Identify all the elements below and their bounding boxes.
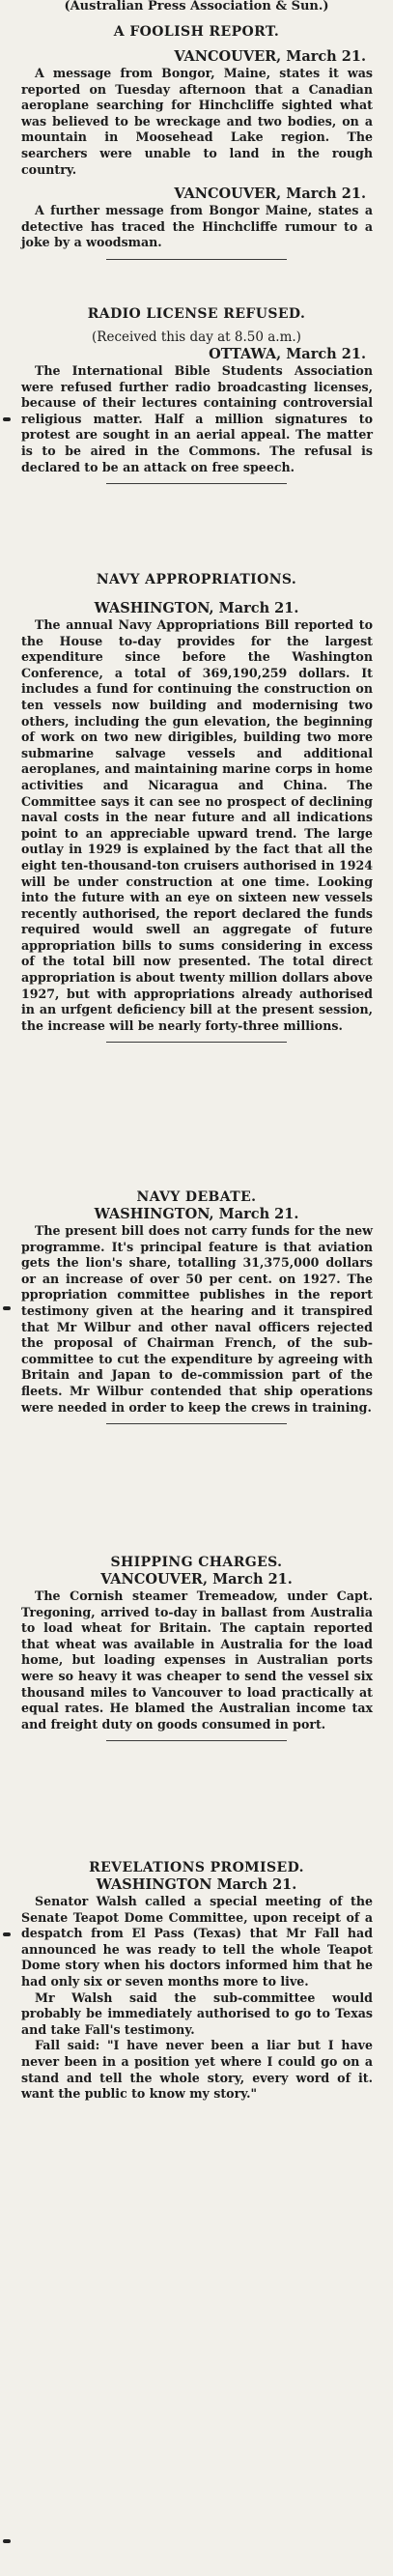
article-foolish-report	[0, 23, 393, 266]
dateline: VANCOUVER, March 21.	[174, 186, 366, 203]
dateline: WASHINGTON March 21.	[96, 1876, 297, 1893]
article-paragraph: The present bill does not carry funds for the new programme. It's principal feature is that aviation gets the lion's share, totalling 31,375,000 dollars or an increase of over 50 per cent. on 1927. The ppropriation committee publishes in the report testimony given at the hearing and it transpired that Mr Wilbur and other naval officers rejected the proposal of Chairman French, of the sub-committee to cut the expenditure by agreeing with Britain and Japan to de-commission part of the fleets. Mr Wilbur contended that ship operations were needed in order to keep the crews in training.	[21, 1223, 373, 1415]
article-paragraph: A further message from Bongor Maine, states a detective has traced the Hinchcliffe rumour to a joke by a woodsman.	[21, 203, 373, 250]
headline: REVELATIONS PROMISED.	[89, 1860, 304, 1875]
masthead: (Australian Press Association & Sun.)	[64, 0, 329, 14]
headline: A FOOLISH REPORT.	[113, 24, 280, 40]
dateline: WASHINGTON, March 21.	[94, 600, 299, 616]
article-paragraph: The Cornish steamer Tremeadow, under Capt. Tregoning, arrived to-day in ballast from Australia to load wheat for Britain. The captain reported that wheat was available in Australia for the load home, but loading expenses in Australian ports were so heavy it was cheaper to send the vessel six thousand miles to Vancouver to load practically at equal rates. He blamed the Australian income tax and freight duty on goods consumed in port.	[21, 1589, 373, 1732]
dateline: VANCOUVER, March 21.	[100, 1571, 293, 1588]
scan-mark	[3, 1932, 11, 1936]
dateline: VANCOUVER, March 21.	[174, 48, 366, 65]
article-navy-appropriations	[0, 571, 393, 1048]
headline: NAVY APPROPRIATIONS.	[96, 572, 297, 587]
scan-mark	[3, 1306, 11, 1310]
article-paragraph: A message from Bongor, Maine, states it was reported on Tuesday afternoon that a Canadian aeroplane searching for Hinchcliffe sighted what was believed to be wreckage and two bodies, on a mountain in Moosehead Lake region. The searchers were unable to land in the rough country.	[21, 66, 373, 177]
article-paragraph: Mr Walsh said the sub-committee would probably be immediately authorised to go to Texas and take Fall's testimony.	[21, 1989, 373, 2037]
section-divider	[106, 1423, 287, 1424]
section-divider	[106, 483, 287, 484]
article-paragraph: Fall said: "I have never been a liar but I have never been in a position yet where I could go on a stand and tell the whole story, every word of it. want the public to know my story."	[21, 2038, 373, 2102]
headline: SHIPPING CHARGES.	[110, 1555, 283, 1570]
scan-mark	[3, 2539, 11, 2543]
section-divider	[106, 259, 287, 260]
scan-mark	[3, 417, 11, 421]
section-divider	[106, 1740, 287, 1741]
headline: RADIO LICENSE REFUSED.	[87, 306, 306, 322]
article-navy-debate	[0, 1188, 393, 1430]
article-paragraph: The International Bible Students Association were refused further radio broadcasting licenses, because of their lectures containing controversial religious matter. Half a million signatures to protest are sought in an aerial appeal. The matter is to be aired in the Commons. The refusal is declared to be an attack on free speech.	[21, 363, 373, 474]
received-note: (Received this day at 8.50 a.m.)	[92, 329, 301, 345]
article-radio-license	[0, 305, 393, 490]
dateline: WASHINGTON, March 21.	[94, 1206, 299, 1222]
article-revelations-promised	[0, 1859, 393, 2103]
article-shipping-charges	[0, 1554, 393, 1747]
section-divider	[106, 1042, 287, 1043]
dateline: OTTAWA, March 21.	[209, 346, 366, 362]
article-paragraph: The annual Navy Appropriations Bill reported to the House to-day provides for the largest expenditure since before the Washington Conference, a total of 369,190,259 dollars. It includes a fund for continuing the construction on ten vessels now building and modernising two others, including the gun elevation, the beginning of work on two new dirigibles, building two more submarine salvage vessels and additional aeroplanes, and maintaining marine corps in home activities and Nicaragua and China. The Committee says it can see no prospect of declining naval costs in the near future and all indications point to an appreciable upward trend. The large outlay in 1929 is explained by the fact that all the eight ten-thousand-ton cruisers authorised in 1924 will be under construction at one time. Looking into the future with an eye on sixteen new vessels recently authorised, the report declared the funds required would swell an aggregate of future appropriation bills to sums considering in excess of the total bill now presented. The total direct appropriation is about twenty million dollars above 1927, but with appropriations already authorised in an urfgent deficiency bill at the present session, the increase will be nearly forty-three millions.	[21, 617, 373, 1033]
article-paragraph: Senator Walsh called a special meeting of the Senate Teapot Dome Committee, upon receipt of a despatch from El Pass (Texas) that Mr Fall had announced he was ready to tell the whole Teapot Dome story when his doctors informed him that he had only six or seven months more to live.	[21, 1894, 373, 1989]
headline: NAVY DEBATE.	[136, 1189, 257, 1205]
